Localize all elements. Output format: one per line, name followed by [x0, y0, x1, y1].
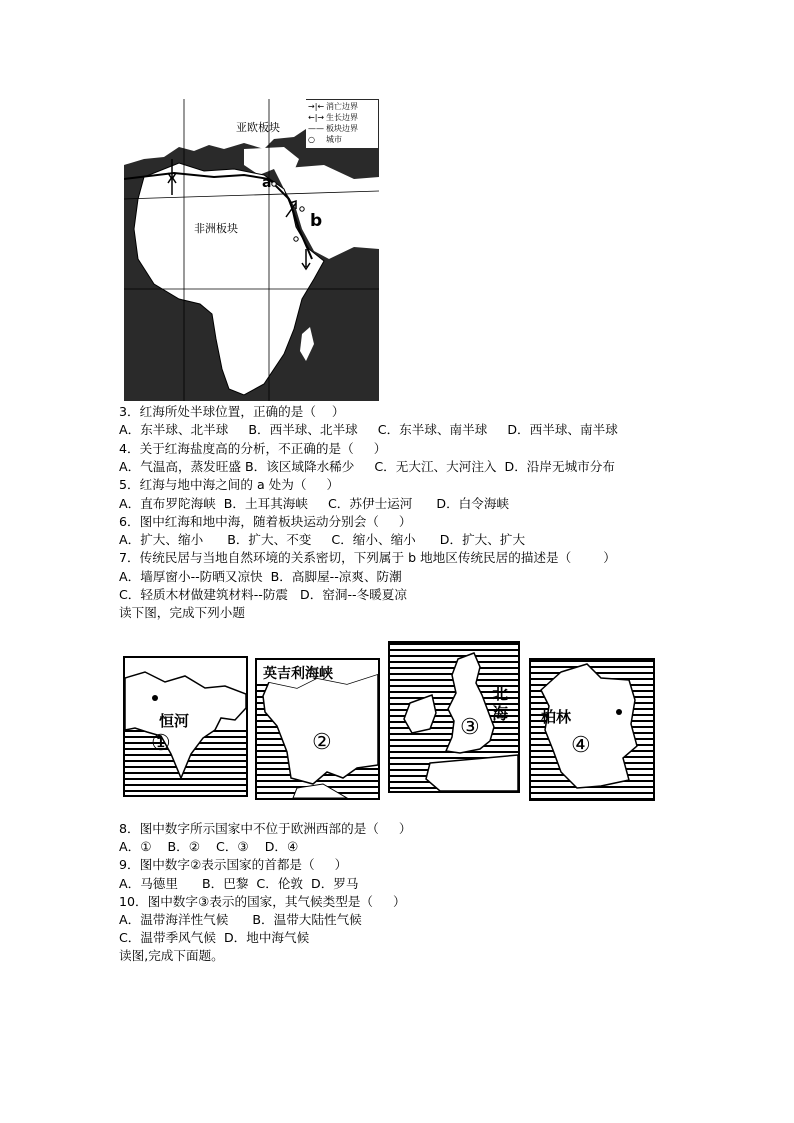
legend-item: ←|→ 生长边界 — [308, 113, 358, 122]
question-10-options-cd: C．温带季风气候 D．地中海气候 — [119, 930, 310, 945]
question-4: 4．关于红海盐度高的分析，不正确的是（ ） — [119, 441, 387, 456]
question-5-options: A．直布罗陀海峡 B．土耳其海峡 C．苏伊士运河 D．白令海峡 — [119, 496, 510, 511]
north-sea-label-2: 海 — [492, 704, 509, 723]
legend-item: ○ 城市 — [308, 135, 342, 144]
uk-map — [388, 641, 520, 793]
label-a: a — [262, 175, 272, 191]
question-9: 9．图中数字②表示国家的首都是（ ） — [119, 857, 348, 872]
african-plate-label: 非洲板块 — [194, 222, 238, 235]
instruction-read-figure: 读下图，完成下列小题 — [119, 605, 245, 620]
question-7-options-cd: C．轻质木材做建筑材料--防震 D．窑洞--冬暖夏凉 — [119, 587, 407, 602]
question-3-options: A．东半球、北半球 B．西半球、北半球 C．东半球、南半球 D．西半球、南半球 — [119, 422, 618, 437]
question-10-options-ab: A．温带海洋性气候 B．温带大陆性气候 — [119, 912, 362, 927]
question-7: 7．传统民居与当地自然环境的关系密切，下列属于 b 地地区传统民居的描述是（ ） — [119, 550, 616, 565]
question-9-options: A．马德里 B．巴黎 C．伦敦 D．罗马 — [119, 876, 359, 891]
france-map — [255, 658, 380, 800]
number-2: ② — [312, 730, 332, 755]
north-sea-label-1: 北 — [492, 684, 509, 703]
india-map — [123, 656, 248, 797]
legend-item: —— 板块边界 — [308, 124, 358, 133]
question-5: 5．红海与地中海之间的 a 处为（ ） — [119, 477, 340, 492]
question-7-options-ab: A．墙厚窗小--防晒又凉快 B．高脚屋--凉爽、防潮 — [119, 569, 402, 584]
question-6: 6．图中红海和地中海，随着板块运动分别会（ ） — [119, 514, 412, 529]
question-3: 3．红海所处半球位置，正确的是（ ） — [119, 404, 345, 419]
number-1: ① — [151, 731, 171, 756]
question-4-options: A．气温高，蒸发旺盛 B．该区域降水稀少 C．无大江、大河注入 D．沿岸无城市分布 — [119, 459, 615, 474]
number-3: ③ — [460, 715, 480, 740]
eurasian-plate-label: 亚欧板块 — [236, 121, 280, 134]
question-10: 10．图中数字③表示的国家，其气候类型是（ ） — [119, 894, 406, 909]
question-8: 8．图中数字所示国家中不位于欧洲西部的是（ ） — [119, 821, 412, 836]
ganges-label: 恒河 — [159, 712, 190, 730]
berlin-label: 柏林 — [541, 708, 572, 726]
number-4: ④ — [571, 733, 591, 758]
instruction-read-figure-2: 读图,完成下面题。 — [119, 948, 224, 963]
question-6-options: A．扩大、缩小 B．扩大、不变 C．缩小、缩小 D．扩大、扩大 — [119, 532, 526, 547]
label-b: b — [310, 211, 323, 231]
legend-item: →|← 消亡边界 — [308, 102, 358, 111]
english-channel-label: 英吉利海峡 — [263, 666, 333, 682]
germany-map — [529, 658, 655, 801]
question-8-options: A．① B．② C．③ D．④ — [119, 839, 299, 854]
map-legend — [306, 100, 378, 148]
